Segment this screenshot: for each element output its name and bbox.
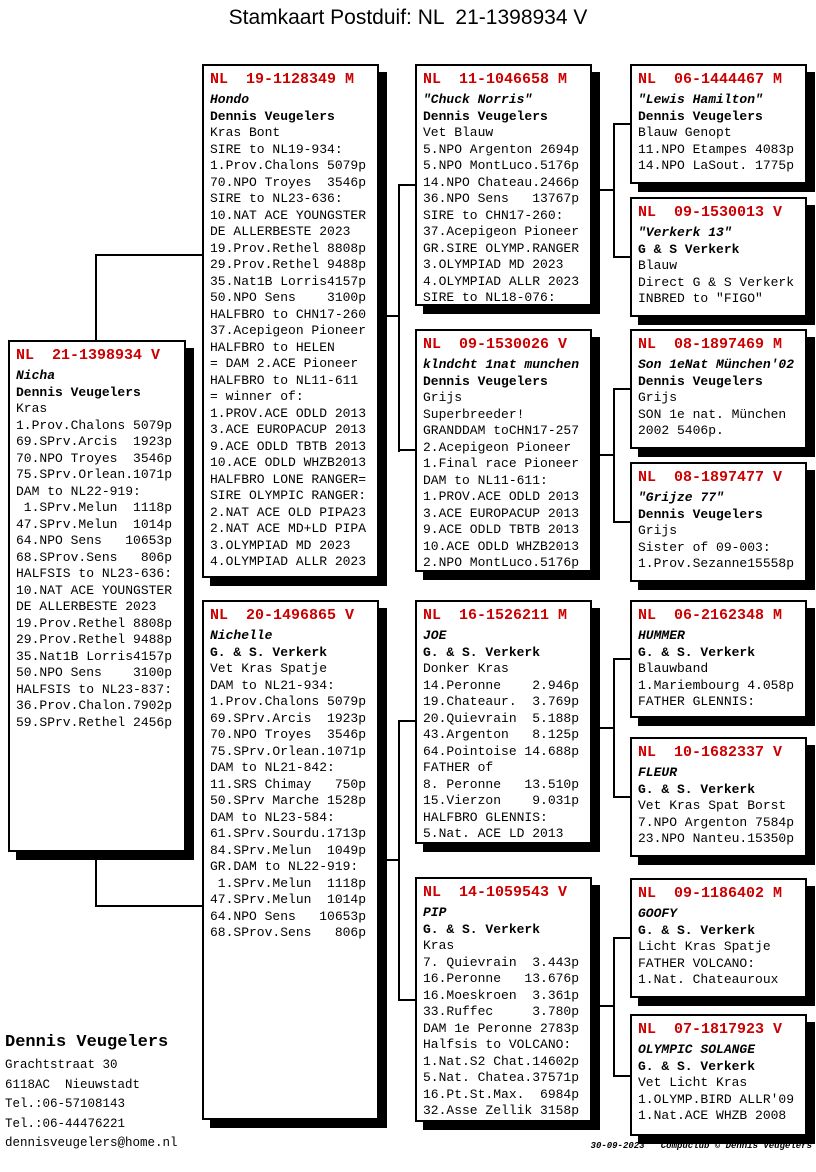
pedigree-line: SIRE OLYMPIC RANGER:: [210, 488, 367, 503]
pedigree-line: DAM to NL21-842:: [210, 760, 335, 775]
pedigree-line: 35.Nat1B Lorris4157p: [16, 648, 173, 664]
owner-name: Dennis Veugelers: [638, 108, 763, 124]
pedigree-details: [638, 1075, 799, 1125]
pedigree-line: GR.DAM to NL22-919:: [210, 859, 359, 874]
pigeon-name: Hondo: [210, 92, 250, 107]
pedigree-line: HALFBRO GLENNIS:: [423, 809, 548, 825]
connector-line: [398, 999, 416, 1001]
ring-number: NL 09-1186402 M: [638, 885, 783, 902]
pedigree-line: 1.Prov.Chalons 5079p: [16, 417, 173, 433]
box-subject-nl-21-1398934: [8, 340, 186, 852]
owner-name: G. & S. Verkerk: [638, 781, 756, 797]
pedigree-line: 47.SPrv.Melun 1014p: [210, 892, 367, 907]
breeder-name: Dennis Veugelers: [5, 1033, 169, 1052]
pedigree-line: 19.Prov.Rethel 8808p: [16, 615, 173, 631]
owner-name: Dennis Veugelers: [423, 373, 548, 389]
connector-line: [398, 184, 416, 186]
ring-number: NL 09-1530026 V: [423, 336, 568, 353]
pedigree-line: FATHER GLENNIS:: [638, 694, 756, 709]
connector-line: [613, 658, 631, 660]
pedigree-line: HALFBRO LONE RANGER=: [210, 471, 367, 487]
pigeon-name: GOOFY: [638, 906, 678, 921]
breeder-contact-line: 6118AC Nieuwstadt: [5, 1077, 141, 1092]
pedigree-line: 9.ACE ODLD TBTB 2013: [423, 522, 580, 537]
pedigree-line: 50.SPrv Marche 1528p: [210, 793, 367, 808]
pedigree-line: 5.Nat. ACE LD 2013: [423, 826, 564, 841]
pedigree-line: 5.NPO Argenton 2694p: [423, 141, 580, 157]
pigeon-name: FLEUR: [638, 765, 678, 780]
connector-line: [398, 720, 400, 1001]
pedigree-line: 4.OLYMPIAD ALLR 2023: [210, 554, 367, 569]
connector-line: [398, 449, 416, 451]
pedigree-line: = DAM 2.ACE Pioneer: [210, 356, 359, 371]
footer-date: 30-09-2023: [590, 1141, 645, 1151]
connector-line: [613, 388, 615, 523]
pigeon-name: "Chuck Norris": [423, 92, 533, 107]
pedigree-line: 70.NPO Troyes 3546p: [16, 450, 173, 466]
pedigree-line: 64.Pointoise 14.688p: [423, 743, 580, 759]
pedigree-line: SIRE to NL19-934:: [210, 141, 343, 157]
owner-name: G. & S. Verkerk: [423, 921, 541, 937]
pedigree-line: 3.OLYMPIAD MD 2023: [210, 537, 351, 553]
pigeon-name: Nichelle: [210, 628, 273, 643]
pedigree-line: 23.NPO Nanteu.15350p: [638, 831, 795, 846]
pedigree-line: SIRE to NL18-076:: [423, 290, 556, 305]
connector-line: [593, 1005, 615, 1007]
breeder-contact-line: Tel.:06-44476221: [5, 1116, 126, 1131]
pedigree-line: 29.Prov.Rethel 9488p: [16, 632, 173, 647]
pedigree-line: 47.SPrv.Melun 1014p: [16, 516, 173, 532]
box-nl-06-2162348: [630, 600, 807, 718]
pedigree-line: 1.Prov.Chalons 5079p: [210, 158, 367, 173]
ring-number: NL 06-1444467 M: [638, 71, 783, 88]
pedigree-line: 64.NPO Sens 10653p: [16, 533, 173, 548]
pedigree-line: 37.Acepigeon Pioneer: [210, 323, 367, 338]
pedigree-line: 50.NPO Sens 3100p: [16, 665, 173, 680]
pedigree-line: 70.NPO Troyes 3546p: [210, 174, 367, 190]
connector-line: [95, 905, 203, 907]
pedigree-line: Vet Licht Kras: [638, 1075, 748, 1090]
box-nl-10-1682337: [630, 737, 807, 857]
connector-line: [613, 937, 615, 1077]
pedigree-line: 1.Mariembourg 4.058p: [638, 677, 795, 693]
pedigree-line: Direct G & S Verkerk: [638, 274, 795, 290]
pedigree-line: Blauw: [638, 258, 678, 273]
pedigree-line: 1.PROV.ACE ODLD 2013: [423, 489, 580, 504]
pedigree-details: [423, 938, 584, 1120]
pedigree-line: HALFBRO to CHN17-260: [210, 306, 367, 322]
pedigree-line: DAM to NL22-919:: [16, 483, 141, 499]
pedigree-line: Sister of 09-003:: [638, 539, 771, 555]
box-nl-07-1817923: [630, 1014, 807, 1136]
ring-number: NL 14-1059543 V: [423, 884, 568, 901]
pedigree-line: 70.NPO Troyes 3546p: [210, 727, 367, 742]
ring-number: NL 20-1496865 V: [210, 607, 355, 624]
pedigree-line: Grijs: [423, 390, 463, 405]
ring-number: NL 08-1897477 V: [638, 469, 783, 486]
pedigree-line: 14.NPO LaSout. 1775p: [638, 158, 795, 173]
pedigree-line: 61.SPrv.Sourdu.1713p: [210, 826, 367, 841]
pedigree-line: 10.NAT ACE YOUNGSTER: [210, 207, 367, 223]
pedigree-line: 43.Argenton 8.125p: [423, 727, 580, 742]
pedigree-details: [638, 661, 799, 711]
ring-number: NL 06-2162348 M: [638, 607, 783, 624]
box-sire-nl-19-1128349: [202, 64, 379, 578]
connector-line: [380, 315, 400, 317]
pedigree-line: 1.Final race Pioneer: [423, 456, 580, 471]
breeder-contact-line: Tel.:06-57108143: [5, 1097, 126, 1111]
pedigree-line: SIRE to NL23-636:: [210, 191, 343, 206]
box-nl-08-1897469: [630, 329, 807, 449]
pedigree-line: 33.Ruffec 3.780p: [423, 1004, 580, 1019]
ring-number: NL 09-1530013 V: [638, 204, 783, 221]
connector-line: [613, 388, 631, 390]
pedigree-line: Grijs: [638, 523, 678, 538]
pedigree-details: [210, 661, 371, 942]
connector-line: [398, 720, 416, 722]
box-nl-06-1444467: [630, 64, 807, 184]
pedigree-line: Vet Kras Spatje: [210, 661, 328, 676]
pedigree-line: DAM to NL21-934:: [210, 677, 335, 693]
pedigree-line: 8. Peronne 13.510p: [423, 776, 580, 792]
box-dam-nl-20-1496865: [202, 600, 379, 1120]
pedigree-line: 9.ACE ODLD TBTB 2013: [210, 438, 367, 454]
pedigree-line: 29.Prov.Rethel 9488p: [210, 257, 367, 272]
pedigree-line: 16.Peronne 13.676p: [423, 971, 580, 986]
ring-number: NL 19-1128349 M: [210, 71, 355, 88]
pedigree-line: 16.Moeskroen 3.361p: [423, 987, 580, 1003]
pedigree-line: Kras Bont: [210, 125, 281, 140]
pedigree-line: Vet Blauw: [423, 125, 494, 140]
owner-name: G. & S. Verkerk: [638, 922, 756, 938]
connector-line: [613, 123, 631, 125]
pedigree-line: Blauwband: [638, 661, 709, 676]
pigeon-name: OLYMPIC SOLANGE: [638, 1042, 756, 1057]
pedigree-details: [423, 125, 584, 306]
pedigree-details: [210, 125, 371, 571]
pedigree-line: 3.ACE EUROPACUP 2013: [210, 422, 367, 437]
breeder-address: [5, 1056, 178, 1154]
pigeon-name: "Lewis Hamilton": [638, 92, 763, 107]
pedigree-line: 1.SPrv.Melun 1118p: [16, 500, 173, 515]
pedigree-details: [638, 523, 799, 573]
pedigree-line: HALFSIS to NL23-636:: [16, 566, 173, 581]
connector-line: [95, 254, 203, 256]
connector-line: [613, 658, 615, 798]
ring-number: NL 10-1682337 V: [638, 744, 783, 761]
connector-line: [95, 254, 97, 342]
pedigree-line: 14.NPO Chateau.2466p: [423, 174, 580, 190]
pedigree-line: SON 1e nat. München: [638, 406, 787, 422]
owner-name: G. & S. Verkerk: [638, 1058, 756, 1074]
breeder-contact-line: dennisveugelers@home.nl: [5, 1136, 178, 1150]
pedigree-details: [638, 390, 799, 440]
pedigree-line: Blauw Genopt: [638, 125, 732, 140]
pedigree-line: 16.Pt.St.Max. 6984p: [423, 1086, 580, 1102]
pedigree-line: 75.SPrv.Orlean.1071p: [210, 743, 367, 759]
connector-line: [398, 184, 400, 452]
pedigree-line: 2.NPO MontLuco.5176p: [423, 555, 580, 570]
owner-name: Dennis Veugelers: [16, 384, 141, 400]
pedigree-line: 10.NAT ACE YOUNGSTER: [16, 582, 173, 598]
connector-line: [593, 727, 615, 729]
pedigree-line: Halfsis to VOLCANO:: [423, 1037, 572, 1052]
pedigree-line: 69.SPrv.Arcis 1923p: [16, 434, 173, 449]
pigeon-name: Son 1eNat München'02: [638, 357, 795, 372]
pedigree-line: 4.OLYMPIAD ALLR 2023: [423, 273, 580, 289]
pedigree-line: 2002 5406p.: [638, 423, 724, 438]
pedigree-line: 84.SPrv.Melun 1049p: [210, 842, 367, 858]
ring-number: NL 07-1817923 V: [638, 1021, 783, 1038]
pedigree-line: 69.SPrv.Arcis 1923p: [210, 710, 367, 726]
pigeon-name: HUMMER: [638, 628, 685, 643]
pedigree-line: Donker Kras: [423, 661, 509, 676]
pedigree-line: 1.Prov.Sezanne15558p: [638, 556, 795, 571]
ring-number: NL 11-1046658 M: [423, 71, 568, 88]
pedigree-line: 1.Nat. Chateauroux: [638, 972, 779, 987]
pedigree-line: DE ALLERBESTE 2023: [16, 599, 157, 614]
box-nl-14-1059543: [415, 877, 592, 1122]
box-nl-08-1897477: [630, 462, 807, 582]
pedigree-line: 5.NPO MontLuco.5176p: [423, 158, 580, 173]
owner-name: Dennis Veugelers: [638, 373, 763, 389]
pedigree-line: 2.NAT ACE MD+LD PIPA: [210, 521, 367, 536]
owner-name: G. & S. Verkerk: [423, 644, 541, 660]
pedigree-line: Licht Kras Spatje: [638, 939, 771, 954]
pedigree-line: 35.Nat1B Lorris4157p: [210, 273, 367, 289]
pedigree-line: 59.SPrv.Rethel 2456p: [16, 714, 173, 730]
pedigree-details: [423, 390, 584, 572]
pedigree-line: 36.Prov.Chalon.7902p: [16, 698, 173, 713]
pedigree-line: HALFBRO to HELEN: [210, 339, 335, 355]
pedigree-line: 7. Quievrain 3.443p: [423, 954, 580, 970]
owner-name: G. & S. Verkerk: [210, 644, 328, 660]
ring-number: NL 16-1526211 M: [423, 607, 568, 624]
connector-line: [613, 123, 615, 258]
owner-name: G & S Verkerk: [638, 241, 740, 257]
pigeon-name: JOE: [423, 628, 447, 643]
pedigree-line: 2.Acepigeon Pioneer: [423, 439, 572, 455]
pedigree-line: FATHER of: [423, 760, 494, 775]
pedigree-line: 19.Prov.Rethel 8808p: [210, 240, 367, 256]
owner-name: Dennis Veugelers: [423, 108, 548, 124]
pedigree-line: 64.NPO Sens 10653p: [210, 908, 367, 924]
pedigree-line: 15.Vierzon 9.031p: [423, 793, 580, 808]
pedigree-line: 10.ACE ODLD WHZB2013: [423, 538, 580, 554]
pedigree-line: 5.Nat. Chatea.37571p: [423, 1070, 580, 1085]
connector-line: [613, 1075, 631, 1077]
breeder-contact: [5, 1030, 178, 1154]
pedigree-line: 11.NPO Etampes 4083p: [638, 141, 795, 157]
pedigree-line: SIRE to CHN17-260:: [423, 207, 564, 223]
pedigree-line: GR.SIRE OLYMP.RANGER: [423, 240, 580, 256]
pedigree-line: HALFBRO to NL11-611: [210, 372, 359, 388]
box-nl-09-1186402: [630, 878, 807, 998]
pigeon-name: klndcht 1nat munchen: [423, 357, 580, 372]
box-nl-16-1526211: [415, 600, 592, 844]
pedigree-details: [638, 258, 799, 308]
pedigree-line: DAM to NL23-584:: [210, 809, 335, 825]
pedigree-line: 10.ACE ODLD WHZB2013: [210, 455, 367, 470]
pedigree-line: 1.OLYMP.BIRD ALLR'09: [638, 1091, 795, 1107]
connector-line: [613, 937, 631, 939]
pedigree-line: 7.NPO Argenton 7584p: [638, 814, 795, 830]
pedigree-line: 2.NAT ACE OLD PIPA23: [210, 504, 367, 520]
box-nl-09-1530026: [415, 329, 592, 572]
pedigree-line: Grijs: [638, 390, 678, 405]
pedigree-line: 75.SPrv.Orlean.1071p: [16, 467, 173, 482]
pedigree-line: = winner of:: [210, 389, 304, 404]
pedigree-line: 3.ACE EUROPACUP 2013: [423, 505, 580, 521]
pedigree-line: 1.PROV.ACE ODLD 2013: [210, 405, 367, 421]
pedigree-line: 1.Prov.Chalons 5079p: [210, 694, 367, 709]
owner-name: Dennis Veugelers: [210, 108, 335, 124]
pedigree-line: DAM to NL11-611:: [423, 472, 548, 488]
connector-line: [613, 521, 631, 523]
pedigree-line: 36.NPO Sens 13767p: [423, 191, 580, 206]
pedigree-line: 20.Quievrain 5.188p: [423, 710, 580, 726]
pedigree-line: 32.Asse Zellik 3158p: [423, 1103, 580, 1118]
pedigree-line: 11.SRS Chimay 750p: [210, 776, 367, 792]
pedigree-details: [638, 125, 799, 175]
page-title: Stamkaart Postduif: NL 21-1398934 V: [228, 6, 588, 29]
pedigree-details: [16, 401, 178, 731]
pedigree-line: 1.Nat.S2 Chat.14602p: [423, 1053, 580, 1069]
pedigree-line: HALFSIS to NL23-837:: [16, 681, 173, 697]
pigeon-name: Nicha: [16, 368, 56, 383]
breeder-contact-line: Grachtstraat 30: [5, 1058, 118, 1072]
pedigree-line: 3.OLYMPIAD MD 2023: [423, 257, 564, 272]
pedigree-line: 1.SPrv.Melun 1118p: [210, 875, 367, 891]
pedigree-line: GRANDDAM toCHN17-257: [423, 423, 580, 438]
connector-line: [613, 256, 631, 258]
pedigree-line: FATHER VOLCANO:: [638, 955, 756, 971]
pedigree-details: [638, 798, 799, 848]
box-nl-11-1046658: [415, 64, 592, 306]
pedigree-line: Kras: [16, 401, 48, 416]
owner-name: G. & S. Verkerk: [638, 644, 756, 660]
connector-line: [613, 796, 631, 798]
pedigree-line: 68.SProv.Sens 806p: [16, 549, 173, 565]
pedigree-line: Kras: [423, 938, 455, 953]
footer-software-credit: Compuclub © Dennis Veugelers: [660, 1141, 812, 1151]
pedigree-line: DAM 1e Peronne 2783p: [423, 1020, 580, 1036]
footer-credit: [591, 1141, 812, 1151]
pedigree-line: Vet Kras Spat Borst: [638, 798, 787, 813]
connector-line: [95, 850, 97, 907]
pedigree-details: [423, 661, 584, 843]
connector-line: [593, 189, 615, 191]
pedigree-line: 1.Nat.ACE WHZB 2008: [638, 1108, 787, 1123]
pedigree-details: [638, 939, 799, 989]
pedigree-line: 68.SProv.Sens 806p: [210, 925, 367, 940]
pigeon-name: "Verkerk 13": [638, 225, 732, 240]
pedigree-line: INBRED to "FIGO": [638, 291, 763, 306]
connector-line: [593, 454, 615, 456]
ring-number: NL 08-1897469 M: [638, 336, 783, 353]
pedigree-line: 14.Peronne 2.946p: [423, 677, 580, 693]
pigeon-name: "Grijze 77": [638, 490, 724, 505]
pigeon-name: PIP: [423, 905, 447, 920]
pedigree-line: 50.NPO Sens 3100p: [210, 290, 367, 305]
pedigree-line: 37.Acepigeon Pioneer: [423, 224, 580, 239]
pedigree-line: Superbreeder!: [423, 406, 525, 422]
connector-line: [380, 859, 400, 861]
owner-name: Dennis Veugelers: [638, 506, 763, 522]
pedigree-line: 19.Chateaur. 3.769p: [423, 694, 580, 709]
ring-number: NL 21-1398934 V: [16, 347, 161, 364]
pedigree-line: DE ALLERBESTE 2023: [210, 224, 351, 239]
box-nl-09-1530013: [630, 197, 807, 317]
